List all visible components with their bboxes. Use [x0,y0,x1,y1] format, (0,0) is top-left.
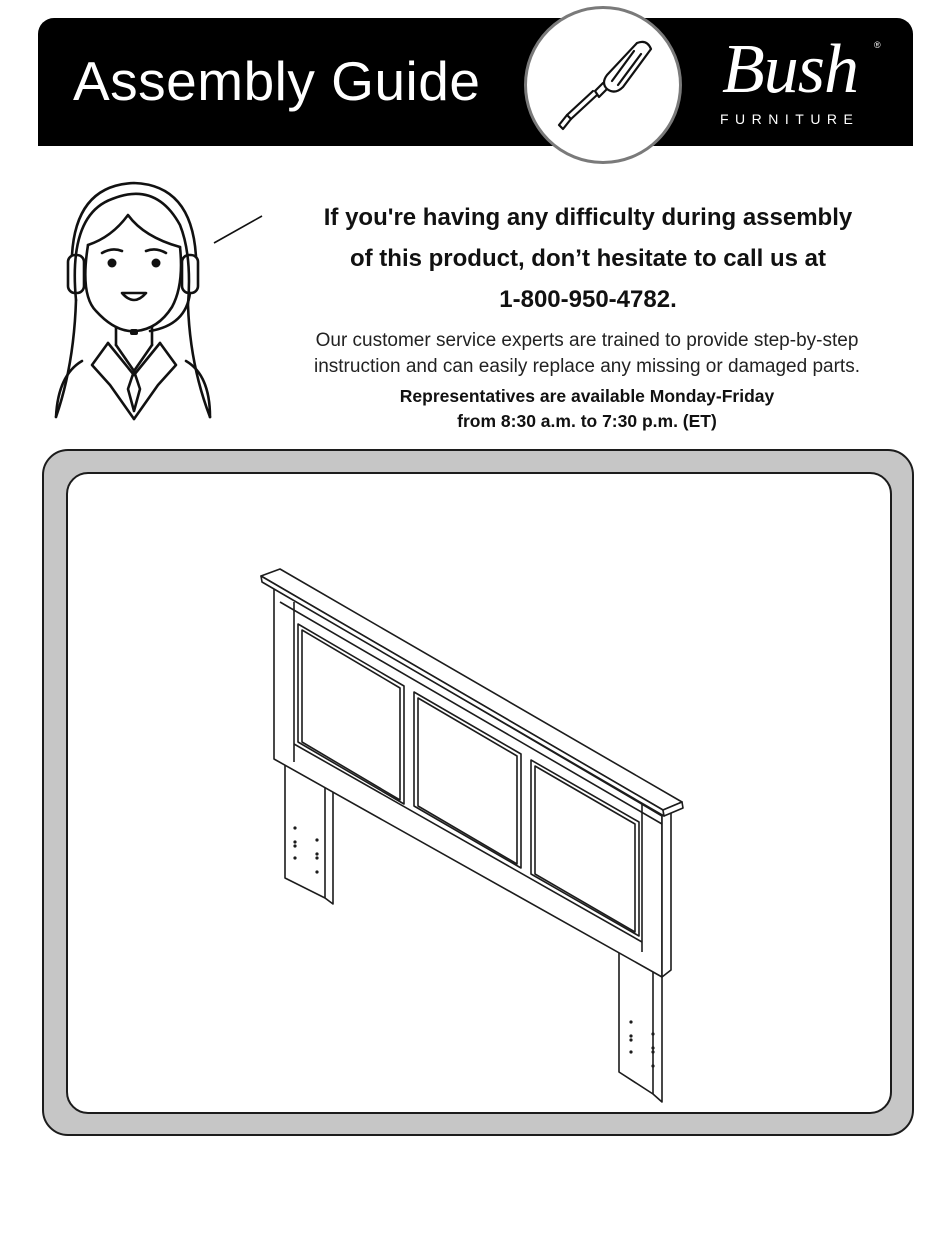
tool-badge [524,6,682,164]
brand-subtitle: FURNITURE [720,111,860,127]
support-heading-line: of this product, don’t hesitate to call us at [349,245,827,272]
support-heading-line: If you're having any difficulty during assembly [323,204,853,231]
support-hours-line: from 8:30 a.m. to 7:30 p.m. (ET) [457,411,717,431]
headboard-illustration [66,472,892,1114]
customer-service-agent-icon [52,175,217,423]
registered-mark: ® [874,40,881,50]
speech-line-icon [212,212,264,246]
page-title: Assembly Guide [73,50,481,112]
support-hours-line: Representatives are available Monday-Friday [399,386,775,406]
support-description [262,328,912,380]
support-heading [268,197,908,320]
support-description-line: instruction and can easily replace any missing or damaged parts. [313,356,860,377]
support-phone-number: 1-800-950-4782. [499,286,677,313]
screwdriver-icon [527,9,679,161]
brand-logo: Bush [722,31,858,108]
support-hours [262,384,912,434]
support-description-line: Our customer service experts are trained to provide step-by-step [315,330,859,351]
